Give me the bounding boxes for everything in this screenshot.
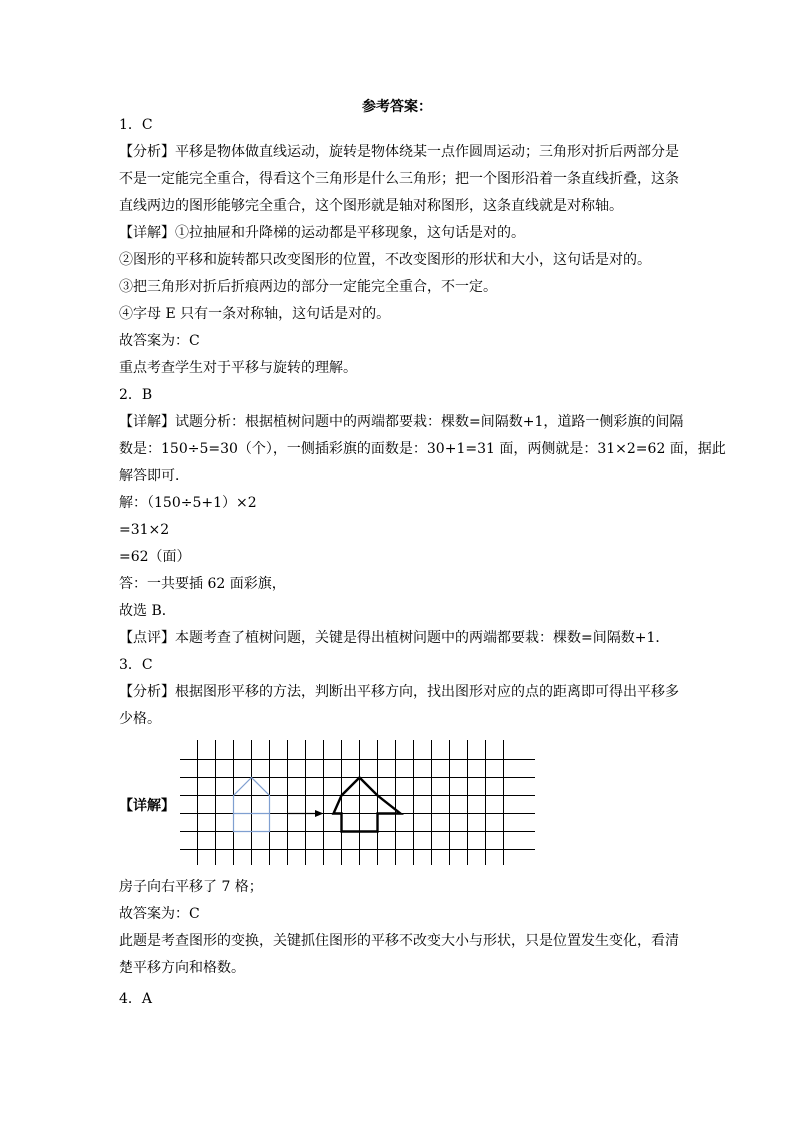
- question-3-answer: 3．C: [119, 657, 153, 673]
- q1-detail-line-2: ②图形的平移和旋转都只改变图形的位置，不改变图形的形状和大小，这句话是对的。: [119, 252, 651, 268]
- q1-analysis-line-3: 直线两边的图形能够完全重合，这个图形就是轴对称图形，这条直线就是对称轴。: [119, 198, 623, 214]
- question-4-answer: 4．A: [119, 991, 153, 1007]
- translated-house-shape: [334, 778, 401, 832]
- q3-figure-label: 【详解】: [119, 798, 175, 814]
- q3-result: 房子向右平移了 7 格；: [119, 879, 263, 895]
- q2-solution-line-1: 解：（150÷5+1）×2: [119, 495, 257, 511]
- q3-analysis-line-1: 【分析】根据图形平移的方法，判断出平移方向，找出图形对应的点的距离即可得出平移多: [119, 684, 679, 700]
- q2-comment: 【点评】本题考查了植树问题，关键是得出植树问题中的两端都要栽：棵数=间隔数+1．: [119, 630, 670, 646]
- q2-solution-line-3: =62（面）: [119, 549, 191, 565]
- q1-analysis-line-2: 不是一定能完全重合，得看这个三角形是什么三角形；把一个图形沿着一条直线折叠，这条: [119, 171, 679, 187]
- translation-arrow-head: [315, 810, 324, 817]
- q1-detail-line-3: ③把三角形对折后折痕两边的部分一定能完全重合，不一定。: [119, 279, 497, 295]
- q1-note: 重点考查学生对于平移与旋转的理解。: [119, 360, 357, 376]
- q3-conclusion: 故答案为：C: [119, 906, 200, 922]
- q2-choice: 故选 B．: [119, 603, 176, 619]
- q2-detail-line-1: 【详解】试题分析：根据植树问题中的两端都要栽：棵数=间隔数+1，道路一侧彩旗的间隔: [119, 414, 684, 430]
- q1-conclusion: 故答案为：C: [119, 333, 200, 349]
- q2-answer-line: 答：一共要插 62 面彩旗，: [119, 576, 286, 592]
- q1-detail-line-1: 【详解】①拉抽屉和升降梯的运动都是平移现象，这句话是对的。: [119, 225, 525, 241]
- q3-analysis-line-2: 少格。: [119, 711, 161, 727]
- q2-detail-line-3: 解答即可．: [119, 468, 189, 484]
- question-1-answer: 1．C: [119, 117, 153, 133]
- q1-detail-line-4: ④字母 E 只有一条对称轴，这句话是对的。: [119, 306, 391, 322]
- q2-detail-line-2: 数是：150÷5=30（个），一侧插彩旗的面数是：30+1=31 面，两侧就是：31×2=62 面，据此: [119, 441, 726, 457]
- q3-note-line-2: 楚平移方向和格数。: [119, 960, 245, 976]
- q2-solution-line-2: =31×2: [119, 522, 170, 538]
- question-2-answer: 2．B: [119, 387, 153, 403]
- translation-grid-figure: [180, 740, 535, 865]
- q1-analysis-line-1: 【分析】平移是物体做直线运动，旋转是物体绕某一点作圆周运动；三角形对折后两部分是: [119, 144, 679, 160]
- q3-note-line-1: 此题是考查图形的变换，关键抓住图形的平移不改变大小与形状，只是位置发生变化，看清: [119, 933, 679, 949]
- page-title: 参考答案：: [362, 99, 432, 115]
